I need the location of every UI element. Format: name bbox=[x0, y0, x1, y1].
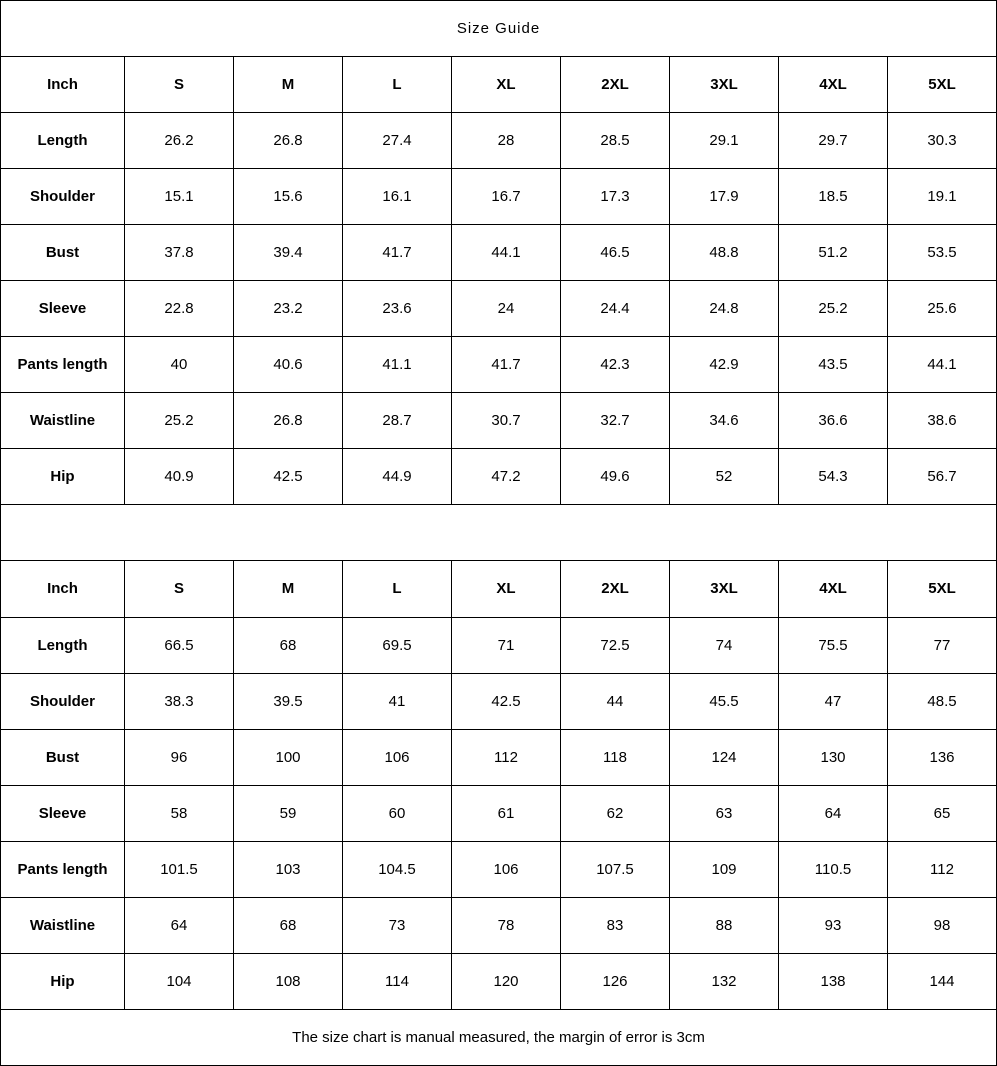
size-value-cell: 60 bbox=[343, 785, 452, 841]
size-value-cell: 25.2 bbox=[779, 281, 888, 337]
size-value-cell: 138 bbox=[779, 953, 888, 1009]
size-value-cell: 48.5 bbox=[888, 673, 997, 729]
size-value-cell: 36.6 bbox=[779, 393, 888, 449]
table-row bbox=[1, 897, 997, 953]
size-value-cell: 29.1 bbox=[670, 113, 779, 169]
size-header-cell: L bbox=[343, 561, 452, 617]
size-value-cell: 109 bbox=[670, 841, 779, 897]
size-value-cell: 126 bbox=[561, 953, 670, 1009]
table-row bbox=[1, 449, 997, 505]
size-value-cell: 22.8 bbox=[125, 281, 234, 337]
size-value-cell: 45.5 bbox=[670, 673, 779, 729]
size-value-cell: 132 bbox=[670, 953, 779, 1009]
footer-row bbox=[1, 1009, 997, 1065]
size-value-cell: 40.9 bbox=[125, 449, 234, 505]
table-gap-cell bbox=[1, 505, 997, 561]
table-row bbox=[1, 617, 997, 673]
size-value-cell: 42.9 bbox=[670, 337, 779, 393]
size-value-cell: 28.7 bbox=[343, 393, 452, 449]
size-header-cell: 2XL bbox=[561, 561, 670, 617]
size-value-cell: 47.2 bbox=[452, 449, 561, 505]
size-value-cell: 42.3 bbox=[561, 337, 670, 393]
size-value-cell: 96 bbox=[125, 729, 234, 785]
size-value-cell: 48.8 bbox=[670, 225, 779, 281]
row-label-cell: Waistline bbox=[1, 897, 125, 953]
size-value-cell: 63 bbox=[670, 785, 779, 841]
size-value-cell: 120 bbox=[452, 953, 561, 1009]
row-label-cell: Pants length bbox=[1, 841, 125, 897]
table-row bbox=[1, 169, 997, 225]
row-label-cell: Sleeve bbox=[1, 281, 125, 337]
size-header-cell: M bbox=[234, 57, 343, 113]
row-label-cell: Hip bbox=[1, 953, 125, 1009]
size-value-cell: 37.8 bbox=[125, 225, 234, 281]
size-value-cell: 112 bbox=[888, 841, 997, 897]
size-value-cell: 19.1 bbox=[888, 169, 997, 225]
size-value-cell: 75.5 bbox=[779, 617, 888, 673]
size-value-cell: 41 bbox=[343, 673, 452, 729]
row-label-cell: Hip bbox=[1, 449, 125, 505]
size-header-cell: 3XL bbox=[670, 57, 779, 113]
size-value-cell: 64 bbox=[779, 785, 888, 841]
size-value-cell: 41.7 bbox=[343, 225, 452, 281]
page-title: Size Guide bbox=[1, 1, 997, 57]
size-header-row bbox=[1, 561, 997, 617]
size-value-cell: 39.5 bbox=[234, 673, 343, 729]
size-header-cell: XL bbox=[452, 561, 561, 617]
size-value-cell: 54.3 bbox=[779, 449, 888, 505]
size-value-cell: 58 bbox=[125, 785, 234, 841]
size-header-cell: 4XL bbox=[779, 561, 888, 617]
size-header-cell: 3XL bbox=[670, 561, 779, 617]
table-row bbox=[1, 225, 997, 281]
size-value-cell: 124 bbox=[670, 729, 779, 785]
row-label-cell: Bust bbox=[1, 729, 125, 785]
table-row bbox=[1, 953, 997, 1009]
row-label-cell: Pants length bbox=[1, 337, 125, 393]
row-label-cell: Sleeve bbox=[1, 785, 125, 841]
unit-label-cell: Inch bbox=[1, 561, 125, 617]
size-value-cell: 136 bbox=[888, 729, 997, 785]
size-value-cell: 71 bbox=[452, 617, 561, 673]
unit-label-cell: Inch bbox=[1, 57, 125, 113]
size-value-cell: 41.7 bbox=[452, 337, 561, 393]
size-value-cell: 24.4 bbox=[561, 281, 670, 337]
size-value-cell: 18.5 bbox=[779, 169, 888, 225]
size-value-cell: 44.1 bbox=[888, 337, 997, 393]
size-value-cell: 30.3 bbox=[888, 113, 997, 169]
size-value-cell: 64 bbox=[125, 897, 234, 953]
size-value-cell: 17.3 bbox=[561, 169, 670, 225]
size-value-cell: 26.8 bbox=[234, 393, 343, 449]
size-value-cell: 93 bbox=[779, 897, 888, 953]
size-value-cell: 23.6 bbox=[343, 281, 452, 337]
size-value-cell: 88 bbox=[670, 897, 779, 953]
size-value-cell: 130 bbox=[779, 729, 888, 785]
size-value-cell: 46.5 bbox=[561, 225, 670, 281]
size-value-cell: 69.5 bbox=[343, 617, 452, 673]
size-header-cell: XL bbox=[452, 57, 561, 113]
size-value-cell: 104 bbox=[125, 953, 234, 1009]
size-value-cell: 25.2 bbox=[125, 393, 234, 449]
size-value-cell: 42.5 bbox=[234, 449, 343, 505]
size-value-cell: 106 bbox=[452, 841, 561, 897]
size-value-cell: 15.1 bbox=[125, 169, 234, 225]
size-value-cell: 27.4 bbox=[343, 113, 452, 169]
table-row bbox=[1, 281, 997, 337]
table-row bbox=[1, 393, 997, 449]
size-header-cell: 2XL bbox=[561, 57, 670, 113]
size-value-cell: 43.5 bbox=[779, 337, 888, 393]
size-value-cell: 83 bbox=[561, 897, 670, 953]
size-value-cell: 32.7 bbox=[561, 393, 670, 449]
table-row bbox=[1, 785, 997, 841]
table-gap-row bbox=[1, 505, 997, 561]
size-value-cell: 16.7 bbox=[452, 169, 561, 225]
size-value-cell: 16.1 bbox=[343, 169, 452, 225]
size-header-cell: S bbox=[125, 57, 234, 113]
title-row bbox=[1, 1, 997, 57]
size-header-cell: M bbox=[234, 561, 343, 617]
size-value-cell: 68 bbox=[234, 897, 343, 953]
size-value-cell: 56.7 bbox=[888, 449, 997, 505]
size-value-cell: 59 bbox=[234, 785, 343, 841]
table-row bbox=[1, 841, 997, 897]
size-value-cell: 26.2 bbox=[125, 113, 234, 169]
size-value-cell: 39.4 bbox=[234, 225, 343, 281]
size-header-cell: 4XL bbox=[779, 57, 888, 113]
row-label-cell: Length bbox=[1, 617, 125, 673]
size-value-cell: 44 bbox=[561, 673, 670, 729]
size-value-cell: 114 bbox=[343, 953, 452, 1009]
size-value-cell: 107.5 bbox=[561, 841, 670, 897]
size-value-cell: 77 bbox=[888, 617, 997, 673]
size-value-cell: 23.2 bbox=[234, 281, 343, 337]
size-value-cell: 110.5 bbox=[779, 841, 888, 897]
size-value-cell: 101.5 bbox=[125, 841, 234, 897]
size-value-cell: 65 bbox=[888, 785, 997, 841]
size-value-cell: 25.6 bbox=[888, 281, 997, 337]
size-value-cell: 38.6 bbox=[888, 393, 997, 449]
size-value-cell: 98 bbox=[888, 897, 997, 953]
size-value-cell: 118 bbox=[561, 729, 670, 785]
size-value-cell: 104.5 bbox=[343, 841, 452, 897]
size-value-cell: 100 bbox=[234, 729, 343, 785]
size-value-cell: 68 bbox=[234, 617, 343, 673]
size-header-cell: L bbox=[343, 57, 452, 113]
table-row bbox=[1, 337, 997, 393]
size-value-cell: 17.9 bbox=[670, 169, 779, 225]
row-label-cell: Waistline bbox=[1, 393, 125, 449]
size-value-cell: 29.7 bbox=[779, 113, 888, 169]
size-value-cell: 52 bbox=[670, 449, 779, 505]
size-value-cell: 144 bbox=[888, 953, 997, 1009]
row-label-cell: Shoulder bbox=[1, 169, 125, 225]
size-guide-body bbox=[1, 1, 997, 1066]
size-header-cell: S bbox=[125, 561, 234, 617]
table-row bbox=[1, 673, 997, 729]
size-value-cell: 30.7 bbox=[452, 393, 561, 449]
size-value-cell: 49.6 bbox=[561, 449, 670, 505]
size-header-cell: 5XL bbox=[888, 57, 997, 113]
size-value-cell: 108 bbox=[234, 953, 343, 1009]
size-value-cell: 40.6 bbox=[234, 337, 343, 393]
size-value-cell: 73 bbox=[343, 897, 452, 953]
size-value-cell: 41.1 bbox=[343, 337, 452, 393]
size-value-cell: 72.5 bbox=[561, 617, 670, 673]
size-value-cell: 44.9 bbox=[343, 449, 452, 505]
table-row bbox=[1, 113, 997, 169]
size-value-cell: 15.6 bbox=[234, 169, 343, 225]
size-value-cell: 106 bbox=[343, 729, 452, 785]
size-value-cell: 40 bbox=[125, 337, 234, 393]
size-value-cell: 112 bbox=[452, 729, 561, 785]
size-value-cell: 62 bbox=[561, 785, 670, 841]
size-value-cell: 26.8 bbox=[234, 113, 343, 169]
size-value-cell: 74 bbox=[670, 617, 779, 673]
size-header-cell: 5XL bbox=[888, 561, 997, 617]
size-value-cell: 38.3 bbox=[125, 673, 234, 729]
size-value-cell: 103 bbox=[234, 841, 343, 897]
size-value-cell: 47 bbox=[779, 673, 888, 729]
size-value-cell: 53.5 bbox=[888, 225, 997, 281]
size-value-cell: 24.8 bbox=[670, 281, 779, 337]
size-header-row bbox=[1, 57, 997, 113]
table-row bbox=[1, 729, 997, 785]
size-value-cell: 44.1 bbox=[452, 225, 561, 281]
size-value-cell: 61 bbox=[452, 785, 561, 841]
size-value-cell: 78 bbox=[452, 897, 561, 953]
row-label-cell: Shoulder bbox=[1, 673, 125, 729]
measurement-disclaimer: The size chart is manual measured, the margin of error is 3cm bbox=[1, 1009, 997, 1065]
row-label-cell: Length bbox=[1, 113, 125, 169]
size-value-cell: 66.5 bbox=[125, 617, 234, 673]
size-value-cell: 34.6 bbox=[670, 393, 779, 449]
size-value-cell: 28 bbox=[452, 113, 561, 169]
size-value-cell: 28.5 bbox=[561, 113, 670, 169]
size-value-cell: 42.5 bbox=[452, 673, 561, 729]
size-value-cell: 51.2 bbox=[779, 225, 888, 281]
size-value-cell: 24 bbox=[452, 281, 561, 337]
row-label-cell: Bust bbox=[1, 225, 125, 281]
